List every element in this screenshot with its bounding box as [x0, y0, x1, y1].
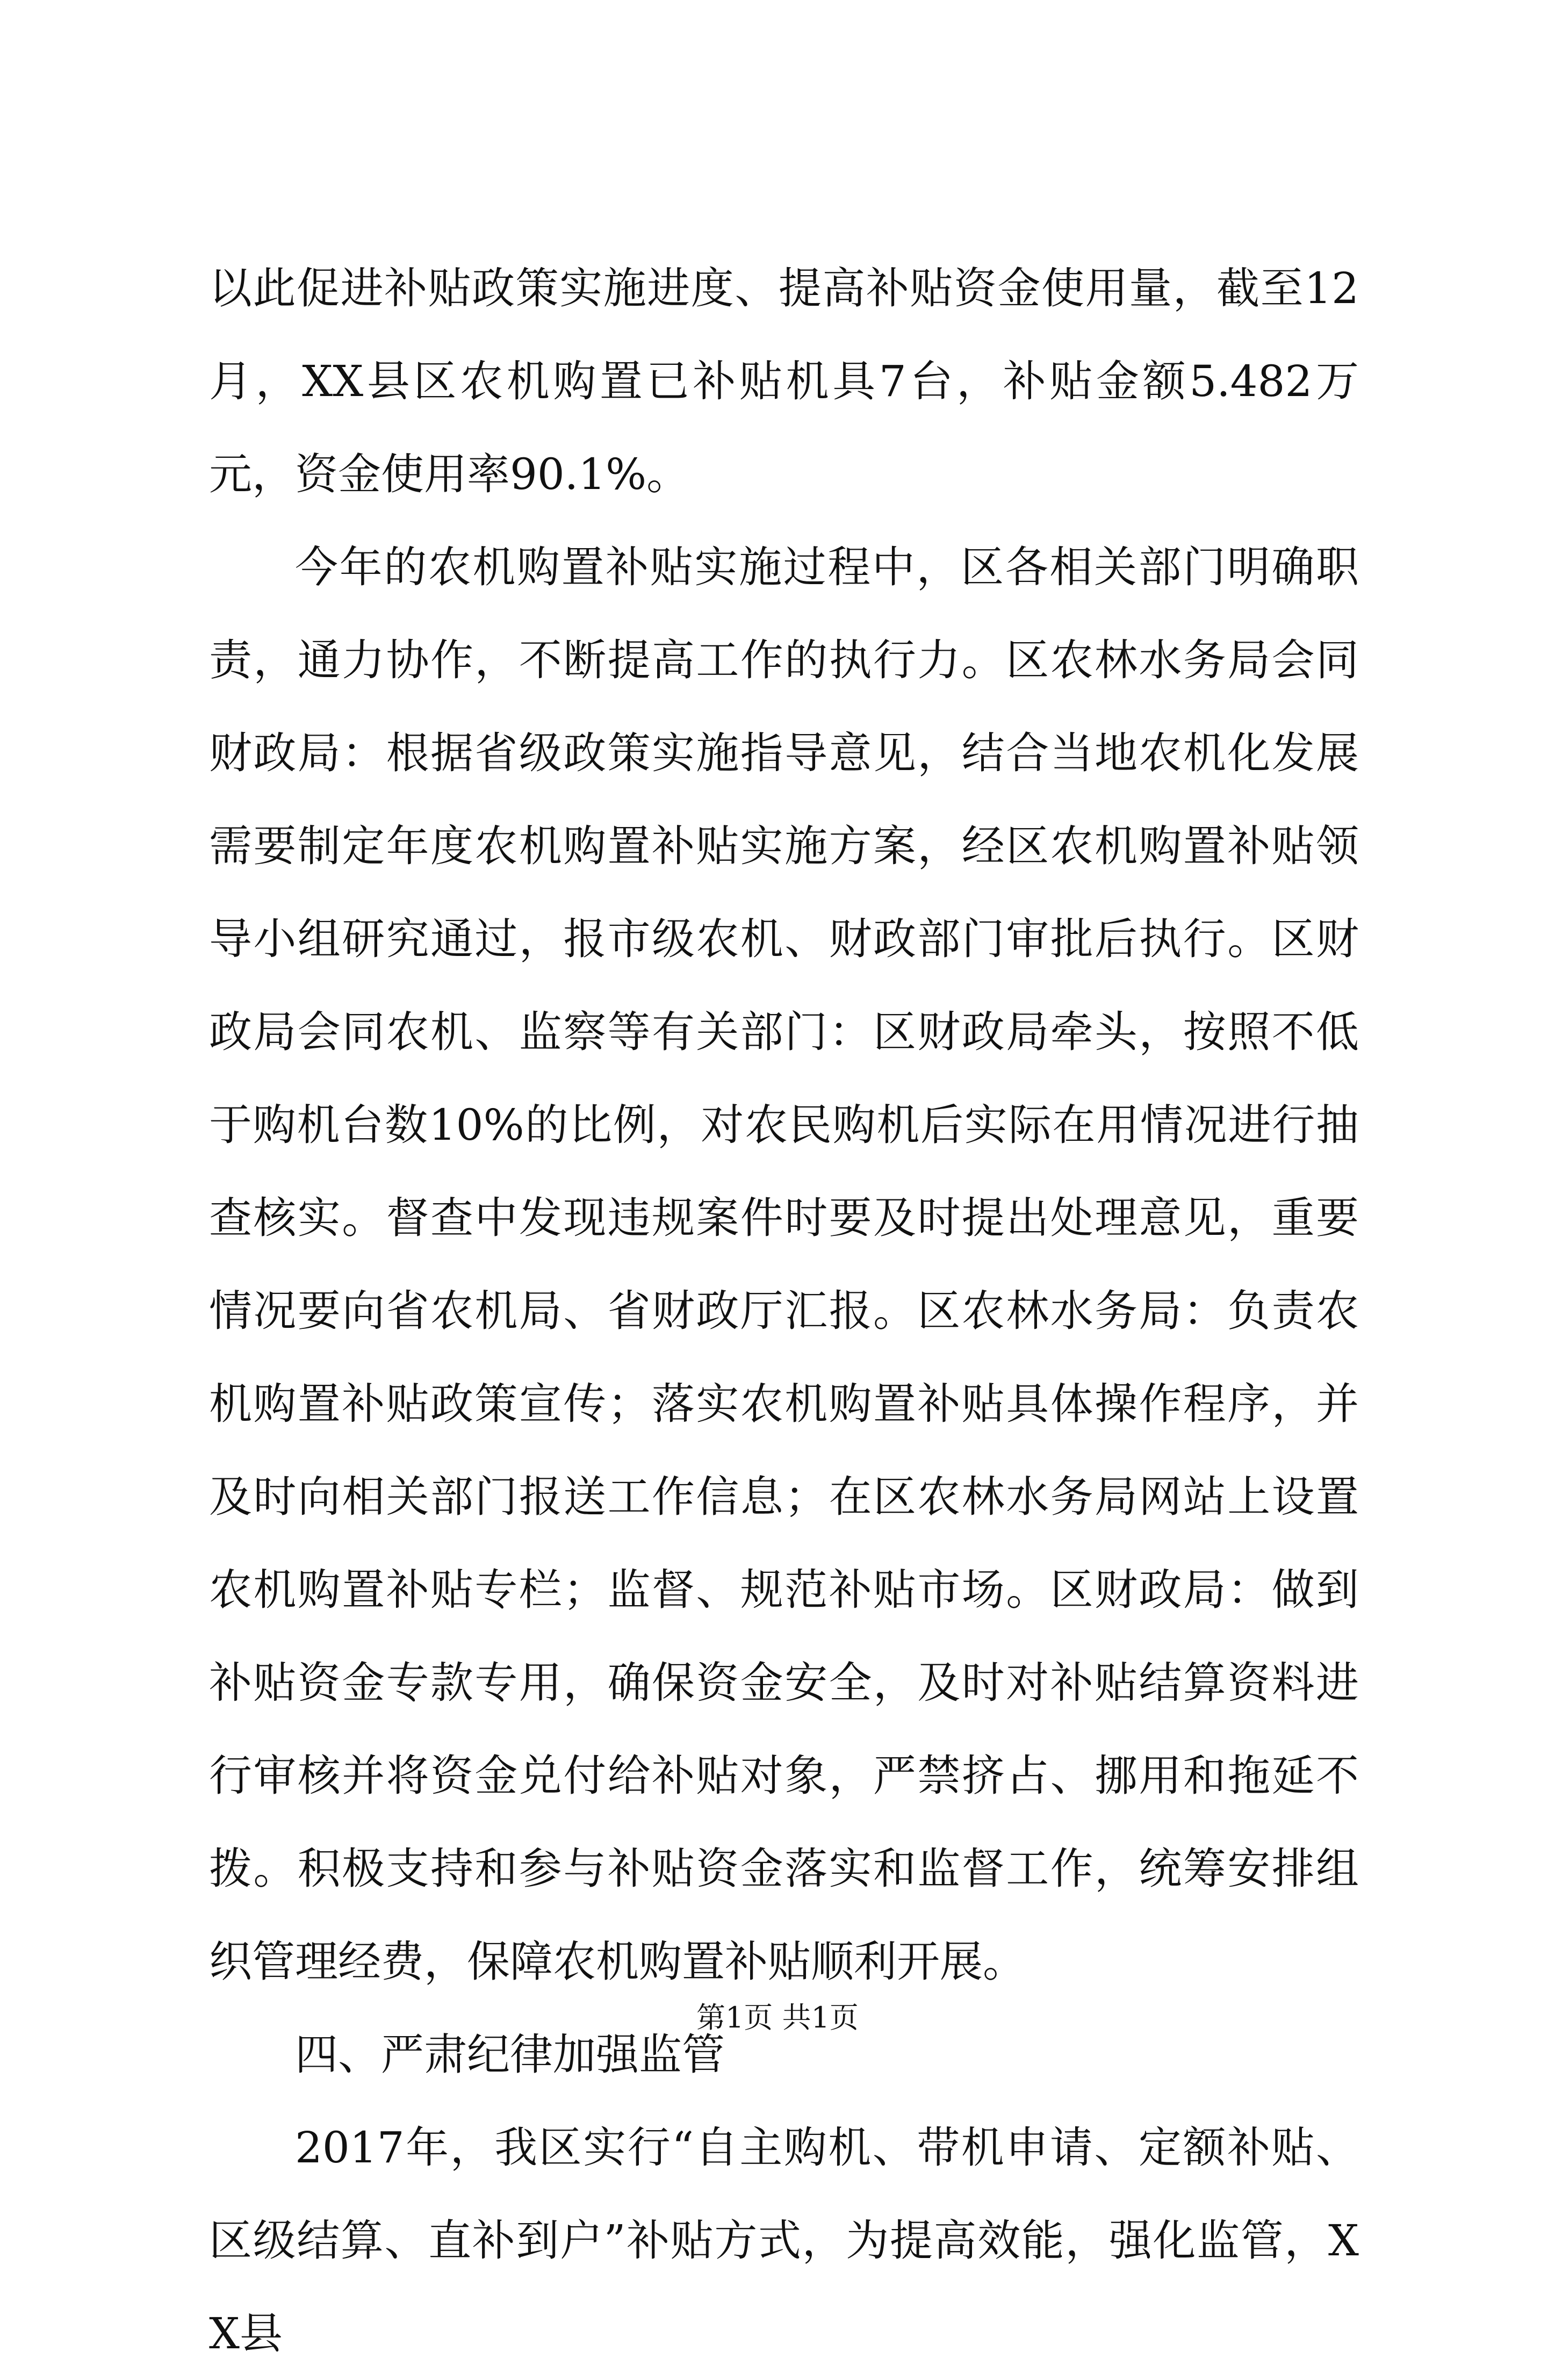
section-heading: 四、严肃纪律加强监管 [295, 2030, 725, 2080]
paragraph-department-responsibilities: 今年的农机购置补贴实施过程中，区各相关部门明确职责，通力协作，不断提高工作的执行力。区农林水务局会同财政局：根据省级政策实施指导意见，结合当地农机化发展需要制定年度农机购置补贴实施方案，经区农机购置补贴领导小组研究通过，报市级农机、财政部门审批后执行。区财政局会同农机、监察等有关部门：区财政局牵头，按照不低于购机台数10%的比例，对农民购机后实际在用情况进行抽查核实。督查中发现违规案件时要及时提出处理意见，重要情况要向省农机局、省财政厅汇报。区农林水务局：负责农机购置补贴政策宣传；落实农机购置补贴具体操作程序，并及时向相关部门报送工作信息；在区农林水务局网站上设置农机购置补贴专栏；监督、规范补贴市场。区财政局：做到补贴资金专款专用，确保资金安全，及时对补贴结算资料进行审核并将资金兑付给补贴对象，严禁挤占、挪用和拖延不拨。积极支持和参与补贴资金落实和监督工作，统筹安排组织管理经费，保障农机购置补贴顺利开展。 [209, 542, 1359, 1987]
paragraph-subsidy-progress: 以此促进补贴政策实施进度、提高补贴资金使用量，截至12月，XX县区农机购置已补贴机具7台，补贴金额5.482万元，资金使用率90.1%。 [209, 263, 1359, 499]
page-number-footer: 第1页 共1页 [696, 2001, 859, 2034]
paragraph-subsidy-method: 2017年，我区实行“自主购机、带机申请、定额补贴、区级结算、直补到户”补贴方式，为提高效能，强化监管，XX县 [209, 2123, 1359, 2359]
document-body [209, 242, 1359, 2380]
